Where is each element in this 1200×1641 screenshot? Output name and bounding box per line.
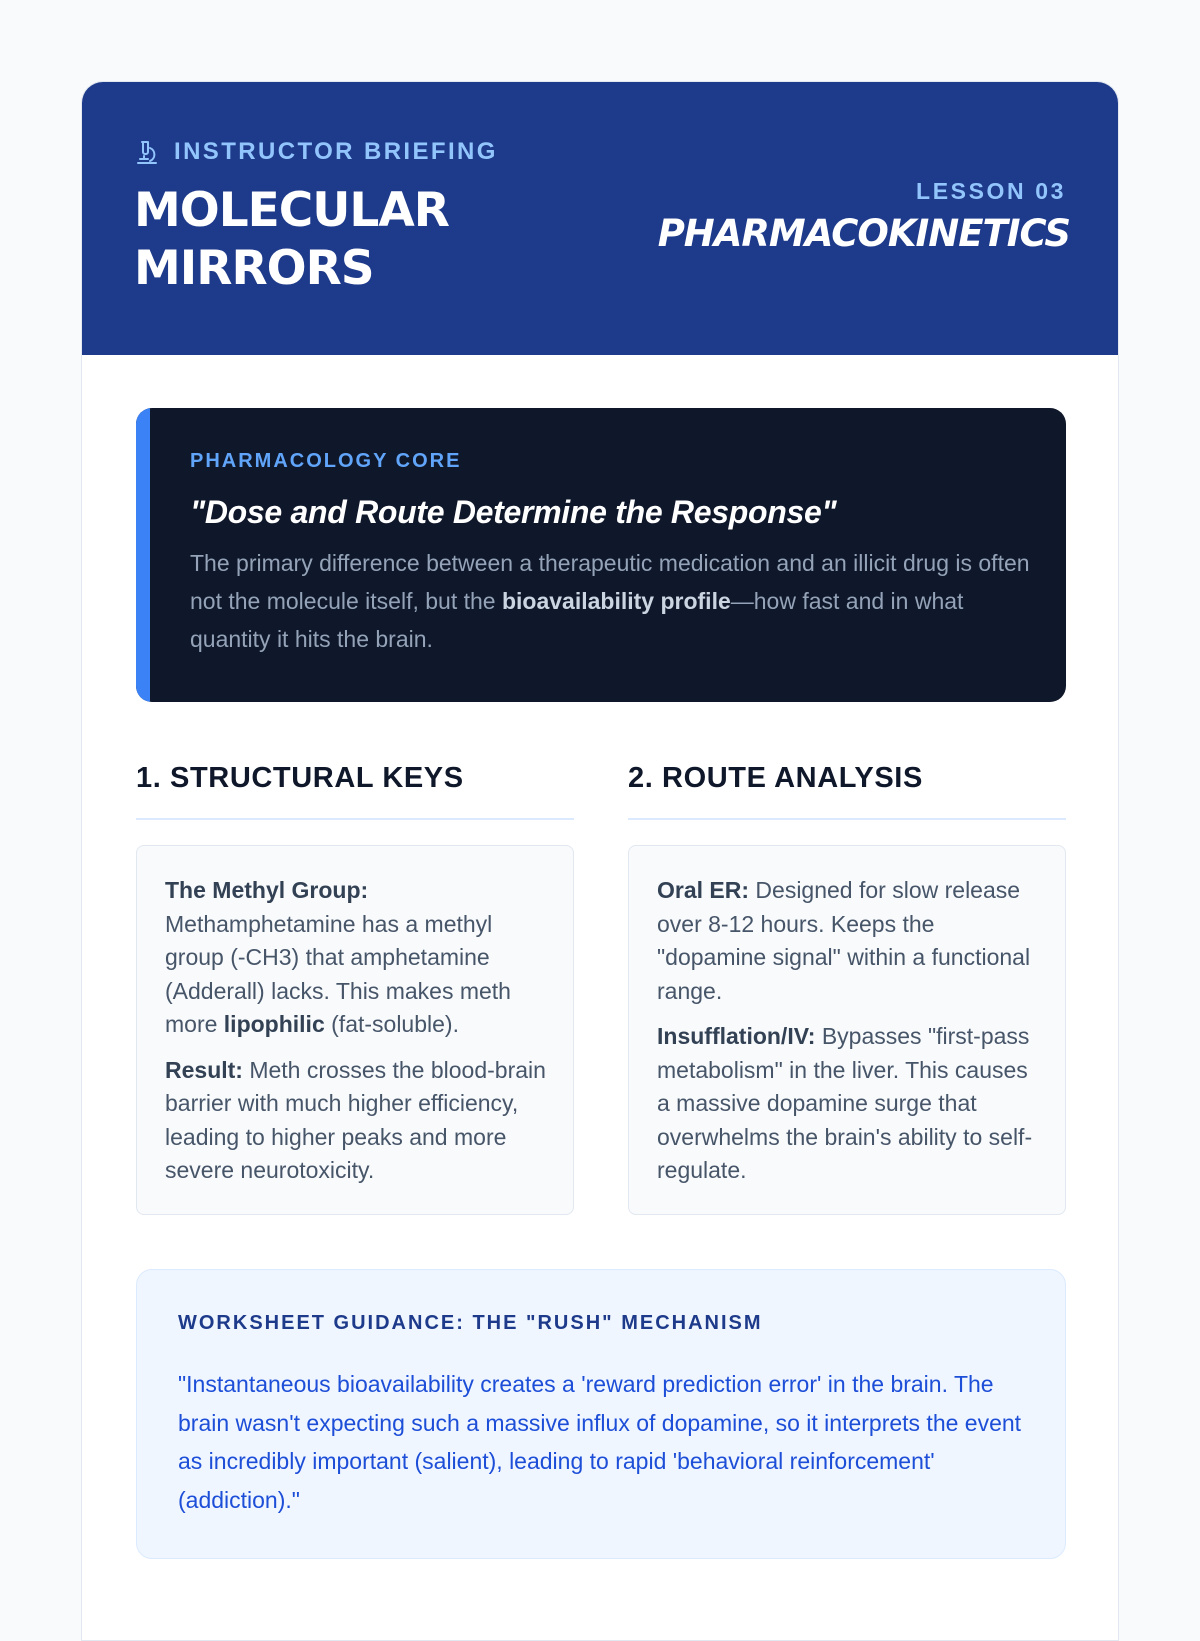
result-text: Meth crosses the blood-brain barrier with much higher efficiency, leading to higher peaks and more severe neurotoxicity. [165,1056,546,1183]
oral-er-paragraph [657,874,1039,1008]
route-analysis-heading: 2. ROUTE ANALYSIS [628,762,1066,820]
methyl-group-paragraph [165,874,547,1042]
core-body [190,544,1040,658]
eyebrow [136,138,498,166]
core-body-text-1: The primary difference between a therapeutic medication and an illicit drug is often not the molecule itself, but the [190,550,1030,614]
result-paragraph [165,1054,547,1188]
structural-keys-box [136,845,574,1215]
lipophilic-term: lipophilic [223,1011,325,1037]
pharmacology-core-callout [136,408,1066,702]
title-line-1: MOLECULAR [134,183,449,238]
structural-keys-heading: 1. STRUCTURAL KEYS [136,762,574,820]
lesson-number: LESSON 03 [916,178,1066,204]
microscope-icon [136,139,158,165]
core-quote: "Dose and Route Determine the Response" [190,494,837,530]
methyl-group-text-1: Methamphetamine has a methyl group (-CH3) that amphetamine (Adderall) lacks. This makes meth more [165,910,511,1037]
guidance-label: WORKSHEET GUIDANCE: THE "RUSH" MECHANISM [178,1312,763,1334]
oral-er-label: Oral ER: [657,877,750,903]
core-body-bold: bioavailability profile [501,588,731,614]
oral-er-text: Designed for slow release over 8-12 hours. Keeps the "dopamine signal" within a functional range. [657,877,1031,1004]
accent-bar [136,408,150,702]
core-label: PHARMACOLOGY CORE [190,450,462,472]
methyl-group-text-2: (fat-soluble). [324,1011,459,1037]
guidance-body: "Instantaneous bioavailability creates a 'reward prediction error' in the brain. The brain wasn't expecting such a massive influx of dopamine, so it interprets the event as incredibly important (salient), leading to rapid 'behavioral reinforcement' (addiction)." [178,1371,1022,1513]
eyebrow-text: INSTRUCTOR BRIEFING [174,138,498,165]
lesson-name: PHARMACOKINETICS [657,212,1070,255]
insufflation-label: Insufflation/IV: [657,1023,816,1049]
route-analysis-box [628,845,1066,1215]
methyl-group-label: The Methyl Group: [165,877,369,903]
title-line-2: MIRRORS [134,241,374,296]
worksheet-guidance-box [136,1269,1066,1559]
result-label: Result: [165,1056,243,1083]
briefing-card [81,81,1119,1641]
insufflation-paragraph [657,1020,1039,1188]
insufflation-text: Bypasses "first-pass metabolism" in the liver. This causes a massive dopamine surge that overwhelms the brain's ability to self-regulate. [657,1023,1033,1183]
header-banner [82,82,1119,355]
page-title [134,182,449,298]
core-body-text-2: —how fast and in what quantity it hits the brain. [190,588,964,652]
